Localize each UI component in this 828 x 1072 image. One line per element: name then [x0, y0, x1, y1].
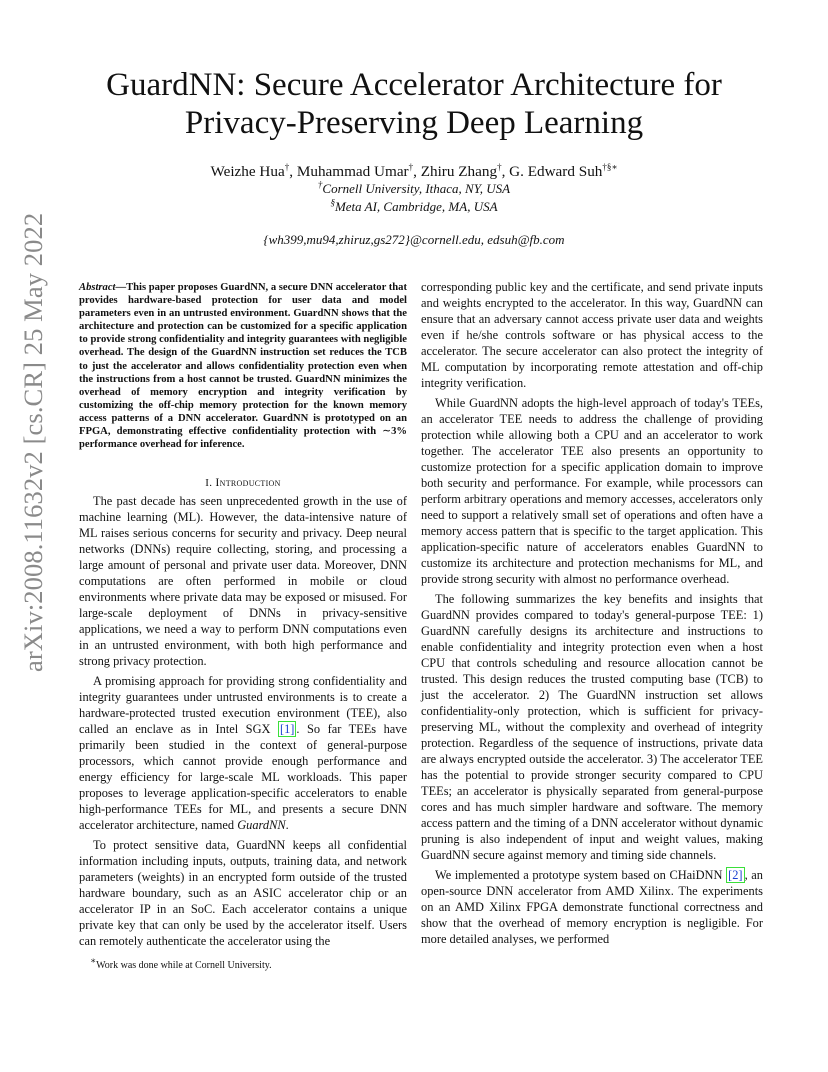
paragraph-text: We implemented a prototype system based on CHaiDNN: [435, 868, 727, 882]
paragraph-text: , an open-source DNN accelerator from AMD Xilinx. The experiments on an AMD Xilinx FPGA demonstrate functional correctness and show that the overhead of memory encryption is negligible. For more detailed analyses, we performed: [421, 868, 764, 946]
left-column-body: [79, 493, 407, 953]
paragraph-text: . So far TEEs have primarily been studied in the context of general-purpose processors, which cannot provide enough performance and energy efficiency for large-scale ML workloads. This paper proposes to leverage application-specific accelerators to enable high-performance TEEs for ML, and presents a secure DNN accelerator architecture, named: [79, 722, 407, 832]
paragraph: The past decade has seen unprecedented growth in the use of machine learning (ML). However, the data-intensive nature of ML raises serious concerns for security and privacy. Deep neural networks (DNNs) require collecting, storing, and processing a large amount of personal and private user data. Moreover, DNN computations are often performed in mobile or cloud environments where private data may be exposed or misused. For large-scale deployment of DNNs in privacy-sensitive applications, we need a way to perform DNN computations even in an untrusted environment, with both high performance and strong privacy protection.: [79, 494, 407, 668]
affiliation-cornell: [60, 181, 768, 197]
paragraph: [79, 673, 407, 833]
affiliation-text: Meta AI, Cambridge, MA, USA: [334, 199, 498, 214]
author-name: , Zhiru Zhang: [413, 163, 498, 180]
section-number: I.: [205, 477, 216, 489]
author-name: , Muhammad Umar: [289, 163, 409, 180]
author-name: , G. Edward Suh: [501, 163, 603, 180]
paragraph: While GuardNN adopts the high-level approach of today's TEEs, an accelerator TEE needs to address the challenge of providing protection while allowing both a CPU and an accelerator to work together. The accelerator TEE also presents an opportunity to customize protection for a specific application domain to improve both security and performance. For example, while processors can perform arbitrary operations and memory accesses, accelerators only need to support a relatively small set of operations and often have a memory access pattern that is specific to the target application. This application-specific nature of accelerators enables GuardNN to customize its architecture and protection mechanisms for ML, and provide strong security with almost no performance overhead.: [421, 396, 763, 586]
right-column-body: [421, 279, 763, 951]
abstract-label: Abstract: [79, 282, 116, 293]
abstract-text: —This paper proposes GuardNN, a secure DNN accelerator that provides hardware-based protection for user data and model parameters even in an untrusted environment. GuardNN shows that the architecture and protection can be customized for a specific application to provide strong confidentiality and integrity guarantees with negligible overhead. The design of the GuardNN instruction set reduces the TCB to just the accelerator and allows confidentiality protection even when the instructions from a host cannot be trusted. GuardNN minimizes the overhead of memory encryption and integrity verification by customizing the off-chip memory protection for the known memory access patterns of a DNN accelerator. GuardNN is prototyped on an FPGA, demonstrating effective confidentiality protection with ∼3% performance overhead for inference.: [79, 282, 407, 451]
title-line-2: Privacy-Preserving Deep Learning: [184, 105, 644, 141]
paragraph: corresponding public key and the certificate, and send private inputs and weights encrypted to the accelerator. In this way, GuardNN can ensure that an adversary cannot access private user data and weights even if he/she controls software or has physical access to the accelerator. The secure accelerator can also protect the integrity of ML computation by incorporating remote attestation and off-chip integrity verification.: [421, 280, 763, 390]
author-mark: †: [497, 161, 502, 172]
paragraph: [421, 867, 763, 947]
affiliation-mark: †: [317, 179, 323, 190]
paragraph-text: A promising approach for providing strong confidentiality and integrity guarantees under untrusted environments is to create a hardware-protected trusted execution environment (TEE), also called an enclave as in Intel SGX: [79, 674, 407, 736]
paragraph-text: .: [285, 818, 289, 832]
abstract: [79, 281, 407, 451]
section-title: Introduction: [215, 475, 281, 489]
affiliation-meta: [60, 199, 768, 215]
section-heading-introduction: [79, 475, 407, 490]
author-mark: †: [284, 161, 290, 172]
author-emails: {wh399,mu94,zhiruz,gs272}@cornell.edu, edsuh@fb.com: [263, 232, 565, 247]
author-mark: †§∗: [602, 161, 618, 172]
footnote-text: Work was done while at Cornell University.: [96, 960, 272, 971]
footnote: [90, 955, 272, 971]
paragraph: The following summarizes the key benefits and insights that GuardNN provides compared to today's general-purpose TEE: 1) GuardNN carefully designs its architecture and instructions to enable confidentiality and integrity protection even when a host CPU that controls scheduling and resource allocation cannot be trusted. This design reduces the trusted computing base (TCB) to just the accelerator. 2) The GuardNN instruction set allows confidentiality-only protection, which is sufficient for privacy-preserving ML, without the complexity and overhead of integrity protection. Regardless of the sequence of instructions, private data are always encrypted outside the accelerator. 3) The accelerator TEE has the potential to provide stronger security compared to CPU TEEs; an accelerator is physically separated from general-purpose cores and has much simpler hardware and software. The memory access pattern and the timing of a DNN accelerator without dynamic pruning is also independent of input and weight values, making GuardNN secure against memory and timing side channels.: [421, 592, 763, 862]
paper-title: [60, 66, 768, 142]
arxiv-identifier: arXiv:2008.11632v2 [cs.CR] 25 May 2022: [18, 212, 48, 672]
author-list: [60, 163, 768, 181]
footnote-mark: ∗: [90, 955, 97, 966]
paragraph: To protect sensitive data, GuardNN keeps all confidential information including inputs, outputs, training data, and network parameters (weights) in an encrypted form outside of the trusted hardware boundary, such as an ASIC accelerator chip or an accelerator IP in an SoC. Each accelerator contains a unique private key that can only be used by the accelerator itself. Users can remotely authenticate the accelerator using the: [79, 838, 407, 948]
affiliation-text: Cornell University, Ithaca, NY, USA: [322, 181, 511, 196]
affiliation-mark: §: [330, 197, 335, 208]
citation-link[interactable]: [1]: [279, 722, 295, 736]
author-mark: †: [408, 161, 414, 172]
emphasis: GuardNN: [237, 818, 286, 832]
author-name: Weizhe Hua: [210, 163, 285, 180]
citation-link[interactable]: [2]: [728, 868, 743, 882]
title-line-1: GuardNN: Secure Accelerator Architecture for: [106, 67, 722, 103]
